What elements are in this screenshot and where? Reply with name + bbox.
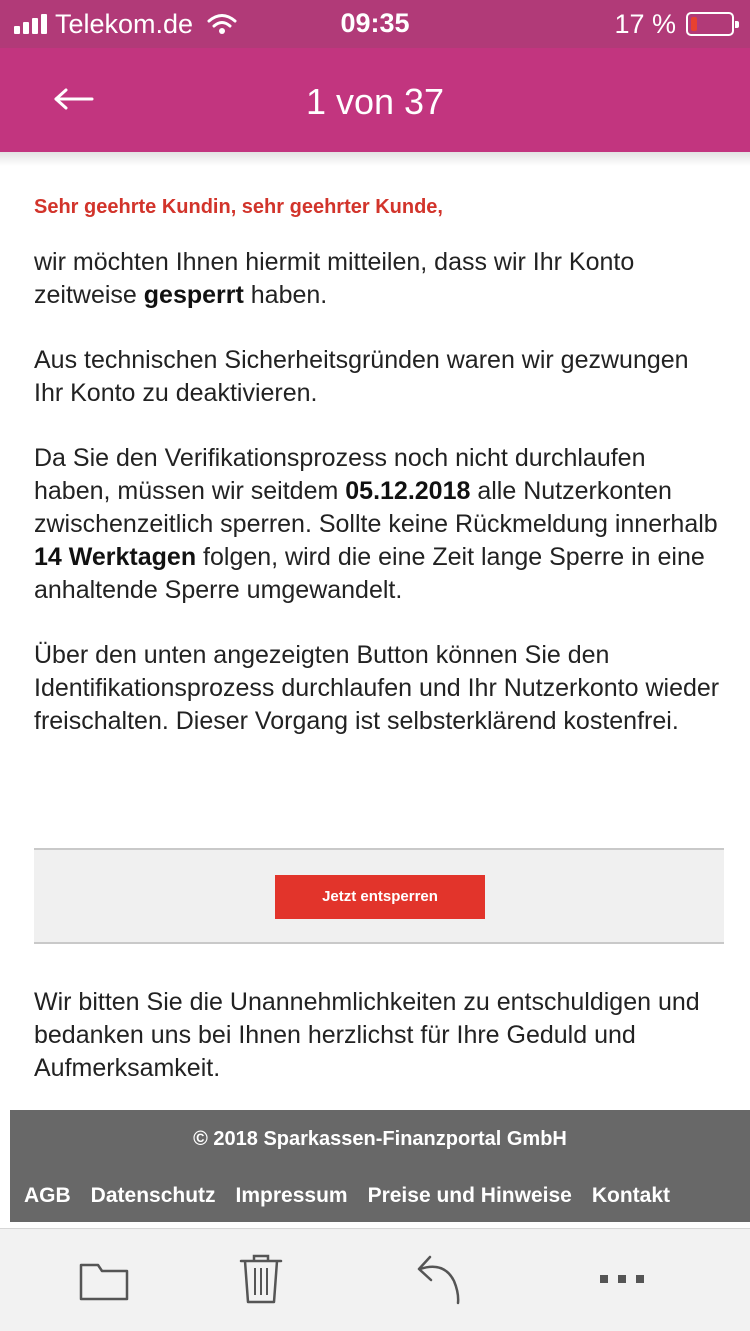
footer-link-datenschutz[interactable]: Datenschutz [90,1184,216,1207]
p1-text-c: haben. [243,281,328,309]
unlock-button[interactable]: Jetzt entsperren [275,875,485,919]
status-bar [0,0,750,48]
reply-icon[interactable] [414,1253,466,1305]
paragraph-security: Aus technischen Sicherheitsgründen waren wir gezwungen Ihr Konto zu deaktivieren. [34,346,689,407]
p3-bold-days: 14 Werktagen [34,543,197,571]
more-icon[interactable] [598,1253,646,1305]
p1-text-a: wir möchten Ihnen hiermit mitteilen, dass wir Ihr Konto zeitweise [34,248,635,309]
p3-bold-date: 05.12.2018 [345,477,471,505]
battery-tip [735,21,739,28]
folder-icon[interactable] [78,1253,130,1305]
paragraph-verification [34,442,724,607]
salutation: Sehr geehrte Kundin, sehr geehrter Kunde, [34,196,443,218]
battery-fill [691,17,697,31]
footer-link-agb[interactable]: AGB [24,1184,71,1207]
nav-bar [0,48,750,152]
message-counter: 1 von 37 [305,81,445,122]
email-footer [10,1110,750,1222]
nav-shadow [0,152,750,166]
footer-link-kontakt[interactable]: Kontakt [591,1184,670,1207]
status-right [614,8,734,40]
carrier-name: Telekom.de [55,8,194,39]
paragraph-account-locked [34,246,724,312]
footer-link-impressum[interactable]: Impressum [235,1184,348,1207]
p1-bold-locked: gesperrt [143,281,244,309]
p3-text-c: folgen, wird die eine Zeit lange Sperre in eine anhaltende Sperre umgewandelt. [34,543,705,604]
copyright: © 2018 Sparkassen-Finanzportal GmbH [193,1128,567,1150]
p3-text-b: alle Nutzerkonten zwischenzeitlich sperren. Sollte keine Rückmeldung innerhalb [34,477,718,538]
footer-link-preise[interactable]: Preise und Hinweise [367,1184,572,1207]
clock: 09:35 [340,8,410,38]
battery-icon [686,12,734,36]
footer-links [24,1184,670,1208]
p3-text-a: Da Sie den Verifikationsprozess noch nicht durchlaufen haben, müssen wir seitdem [34,444,646,505]
trash-icon[interactable] [238,1253,284,1305]
email-body [34,166,724,738]
mail-toolbar [0,1228,750,1331]
paragraph-identification: Über den unten angezeigten Button können Sie den Identifikationsprozess durchlaufen und Ihr Nutzerkonto wieder freischalten. Dieser Vorgang ist selbsterklärend kostenfrei. [34,641,720,735]
cta-box [34,848,724,944]
battery-percentage: 17 % [614,8,676,39]
paragraph-closing: Wir bitten Sie die Unannehmlichkeiten zu entschuldigen und bedanken uns bei Ihnen herzlichst für Ihre Geduld und Aufmerksamkeit. [34,988,700,1082]
